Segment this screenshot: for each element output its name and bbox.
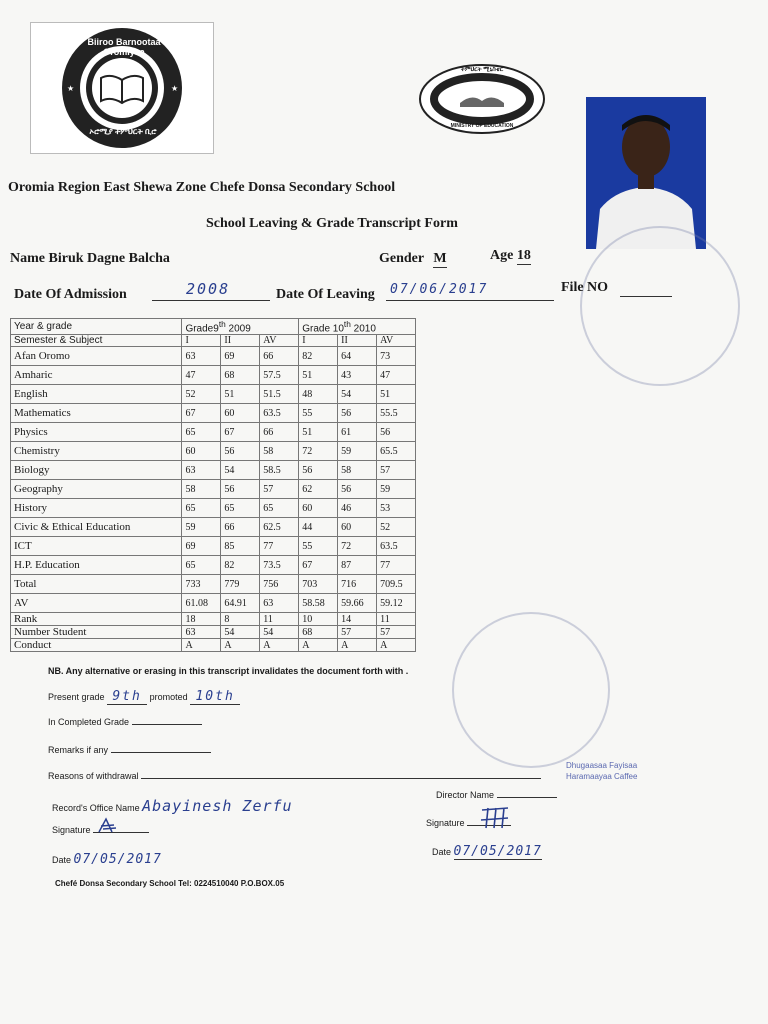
subject-cell: Civic & Ethical Education (11, 518, 182, 537)
grade-cell: A (221, 639, 260, 652)
grade-cell: 63 (182, 461, 221, 480)
leaving-value: 07/06/2017 (390, 282, 489, 297)
grade-cell: 43 (338, 366, 377, 385)
table-row (11, 461, 416, 480)
grade-cell: 48 (299, 385, 338, 404)
grade-cell: 67 (299, 556, 338, 575)
completed-grade-label: In Completed Grade (48, 717, 130, 727)
grade-cell: 53 (377, 499, 416, 518)
age-row (490, 248, 531, 265)
grade-cell: 68 (299, 626, 338, 639)
grade-cell: 66 (260, 347, 299, 366)
leaving-label: Date Of Leaving (276, 287, 375, 302)
grade-cell: A (260, 639, 299, 652)
director-stamp-name: Dhugaasaa Fayisaa (566, 761, 638, 770)
grade10-header: Grade 10th 2010 (299, 319, 416, 335)
sem-header: II (338, 335, 377, 347)
grade-cell: 56 (377, 423, 416, 442)
present-grade-row (48, 689, 240, 705)
grade-cell: 8 (221, 613, 260, 626)
date-right-value: 07/05/2017 (453, 844, 542, 859)
name-value: Biruk Dagne Balcha (48, 251, 170, 266)
signature-left-label: Signature (52, 825, 91, 835)
remarks-row (48, 745, 211, 755)
signature-right-mark (478, 802, 512, 832)
grade-cell: 55.5 (377, 404, 416, 423)
admission-value: 2008 (186, 280, 231, 298)
grade-cell: 82 (299, 347, 338, 366)
grade-cell: 65 (182, 556, 221, 575)
records-office-row (52, 797, 293, 815)
school-stamp-photo (580, 226, 740, 386)
completed-grade-row (48, 717, 202, 727)
withdrawal-label: Reasons of withdrawal (48, 771, 139, 781)
sem-header: II (221, 335, 260, 347)
subject-cell: Chemistry (11, 442, 182, 461)
table-header-semester (11, 335, 416, 347)
subject-cell: Amharic (11, 366, 182, 385)
moe-logo-top-text: ትምህርት ሚኒስቴር (460, 67, 504, 73)
grade-cell: 59 (377, 480, 416, 499)
grade-cell: 72 (338, 537, 377, 556)
grade-cell: 61.08 (182, 594, 221, 613)
grade-cell: 709.5 (377, 575, 416, 594)
table-row (11, 423, 416, 442)
grade-cell: 54 (260, 626, 299, 639)
table-row (11, 613, 416, 626)
year-grade-label: Year & grade (11, 319, 182, 335)
table-row (11, 537, 416, 556)
grade-cell: 60 (182, 442, 221, 461)
subject-cell: Afan Oromo (11, 347, 182, 366)
grade-cell: 57.5 (260, 366, 299, 385)
semester-subject-label: Semester & Subject (11, 335, 182, 347)
grade-cell: 63 (182, 626, 221, 639)
grade-cell: 62.5 (260, 518, 299, 537)
remarks-line (111, 752, 211, 753)
grade-cell: 59.66 (338, 594, 377, 613)
director-stamp-sub: Haramaayaa Caffee (566, 772, 638, 781)
present-grade-value: 9th (107, 689, 147, 705)
subject-cell: H.P. Education (11, 556, 182, 575)
grade-cell: 68 (221, 366, 260, 385)
subject-cell: Biology (11, 461, 182, 480)
name-label: Name (10, 251, 45, 266)
grade-table (10, 318, 416, 652)
grade-cell: 57 (377, 626, 416, 639)
grade-cell: 56 (338, 404, 377, 423)
moe-logo-bottom-text: MINISTRY OF EDUCATION (450, 123, 514, 129)
table-row (11, 594, 416, 613)
grade-cell: A (338, 639, 377, 652)
grade-cell: 716 (338, 575, 377, 594)
grade-cell: 62 (299, 480, 338, 499)
grade-cell: 73 (377, 347, 416, 366)
grade-cell: 82 (221, 556, 260, 575)
table-row (11, 385, 416, 404)
table-row (11, 480, 416, 499)
table-row (11, 626, 416, 639)
grade-cell: 63 (260, 594, 299, 613)
sem-header: I (182, 335, 221, 347)
table-row (11, 366, 416, 385)
grade-cell: 65 (182, 423, 221, 442)
sem-header: I (299, 335, 338, 347)
grade-cell: 56 (299, 461, 338, 480)
grade-cell: 54 (338, 385, 377, 404)
grade-cell: 65 (182, 499, 221, 518)
grade-cell: 52 (377, 518, 416, 537)
grade-cell: 58.58 (299, 594, 338, 613)
gender-value: M (433, 251, 447, 266)
grade-cell: 55 (299, 404, 338, 423)
grade-cell: 57 (338, 626, 377, 639)
subject-cell: Total (11, 575, 182, 594)
grade-cell: 46 (338, 499, 377, 518)
grade-cell: 85 (221, 537, 260, 556)
grade-cell: 77 (377, 556, 416, 575)
table-header-year (11, 319, 416, 335)
present-grade-label: Present grade (48, 692, 105, 702)
signature-left-mark (96, 816, 122, 836)
withdrawal-line (141, 778, 541, 779)
director-name-label: Director Name (436, 790, 495, 800)
logo-ring-bottom-text: ኦሮሚያ ትምህርት ቢሮ (89, 127, 157, 136)
admission-line (152, 282, 270, 301)
grade-cell: 64.91 (221, 594, 260, 613)
grade-cell: 58 (260, 442, 299, 461)
file-no-line (620, 280, 672, 297)
table-row (11, 575, 416, 594)
subject-cell: AV (11, 594, 182, 613)
leaving-line (386, 282, 554, 301)
promoted-label: promoted (149, 692, 188, 702)
ministry-of-education-logo (418, 63, 546, 135)
table-row (11, 639, 416, 652)
age-label: Age (490, 248, 514, 263)
table-row (11, 442, 416, 461)
school-stamp-center (452, 612, 610, 768)
subject-cell: Conduct (11, 639, 182, 652)
age-value: 18 (516, 248, 531, 263)
grade-cell: 56 (338, 480, 377, 499)
subject-cell: ICT (11, 537, 182, 556)
name-row (10, 251, 170, 267)
grade-cell: 51.5 (260, 385, 299, 404)
grade-cell: 756 (260, 575, 299, 594)
grade-cell: 51 (299, 423, 338, 442)
grade-cell: 57 (377, 461, 416, 480)
gender-label: Gender (379, 251, 424, 266)
grade-cell: 44 (299, 518, 338, 537)
date-left-row (52, 852, 162, 867)
grade-cell: 67 (221, 423, 260, 442)
remarks-label: Remarks if any (48, 745, 109, 755)
table-row (11, 404, 416, 423)
grade-cell: 51 (377, 385, 416, 404)
oromia-bureau-logo (30, 22, 214, 154)
grade-cell: 63.5 (377, 537, 416, 556)
grade-cell: 14 (338, 613, 377, 626)
grade-cell: 69 (182, 537, 221, 556)
grade-cell: 63.5 (260, 404, 299, 423)
grade-cell: A (299, 639, 338, 652)
grade-cell: 779 (221, 575, 260, 594)
gender-row (379, 251, 447, 268)
grade-cell: 58 (338, 461, 377, 480)
sem-header: AV (377, 335, 416, 347)
grade-cell: 65 (260, 499, 299, 518)
logo-ring-top-text: Biiroo Barnootaa Oromiyaa (87, 37, 161, 57)
grade-cell: 51 (299, 366, 338, 385)
date-right-label: Date (432, 847, 452, 857)
date-left-value: 07/05/2017 (73, 852, 162, 867)
grade-cell: 63 (182, 347, 221, 366)
records-office-label: Record's Office Name (52, 803, 140, 813)
grade-cell: 47 (182, 366, 221, 385)
table-row (11, 556, 416, 575)
grade-cell: A (182, 639, 221, 652)
grade-cell: 703 (299, 575, 338, 594)
grade-cell: 59 (182, 518, 221, 537)
grade-cell: 73.5 (260, 556, 299, 575)
grade-cell: A (377, 639, 416, 652)
grade-cell: 87 (338, 556, 377, 575)
grade-cell: 69 (221, 347, 260, 366)
grade-cell: 56 (221, 442, 260, 461)
signature-right-label: Signature (426, 818, 465, 828)
grade-cell: 60 (338, 518, 377, 537)
grade-cell: 66 (221, 518, 260, 537)
grade-cell: 55 (299, 537, 338, 556)
subject-cell: Mathematics (11, 404, 182, 423)
grade-cell: 67 (182, 404, 221, 423)
grade-cell: 56 (221, 480, 260, 499)
subject-cell: Number Student (11, 626, 182, 639)
director-name-line (497, 797, 557, 798)
grade-cell: 58.5 (260, 461, 299, 480)
grade-cell: 72 (299, 442, 338, 461)
grade-cell: 10 (299, 613, 338, 626)
grade-cell: 59.12 (377, 594, 416, 613)
svg-text:★: ★ (171, 84, 179, 93)
grade-cell: 54 (221, 626, 260, 639)
grade-cell: 66 (260, 423, 299, 442)
grade-cell: 733 (182, 575, 221, 594)
withdrawal-row (48, 771, 541, 781)
director-stamp (566, 760, 686, 782)
director-name-row (436, 790, 557, 800)
table-row (11, 499, 416, 518)
grade-cell: 60 (221, 404, 260, 423)
file-no-label: File NO (561, 280, 609, 295)
grade-cell: 77 (260, 537, 299, 556)
grade-cell: 64 (338, 347, 377, 366)
grade-cell: 58 (182, 480, 221, 499)
grade9-header: Grade9th 2009 (182, 319, 299, 335)
grade-cell: 11 (260, 613, 299, 626)
promoted-value: 10th (190, 689, 240, 705)
header-line-1: Oromia Region East Shewa Zone Chefe Donsa Secondary School (8, 180, 396, 195)
grade-cell: 54 (221, 461, 260, 480)
grade-cell: 18 (182, 613, 221, 626)
sem-header: AV (260, 335, 299, 347)
school-contact: Chefé Donsa Secondary School Tel: 0224510040 P.O.BOX.05 (55, 879, 285, 888)
completed-grade-line (132, 724, 202, 725)
grade-cell: 60 (299, 499, 338, 518)
records-office-value: Abayinesh Zerfu (142, 797, 293, 815)
table-row (11, 518, 416, 537)
grade-cell: 57 (260, 480, 299, 499)
subject-cell: English (11, 385, 182, 404)
grade-cell: 65 (221, 499, 260, 518)
grade-cell: 61 (338, 423, 377, 442)
nb-note: NB. Any alternative or erasing in this transcript invalidates the document forth with . (48, 666, 409, 676)
grade-cell: 47 (377, 366, 416, 385)
grade-cell: 52 (182, 385, 221, 404)
subject-cell: Rank (11, 613, 182, 626)
svg-text:★: ★ (67, 84, 75, 93)
subject-cell: Physics (11, 423, 182, 442)
grade-cell: 51 (221, 385, 260, 404)
date-left-label: Date (52, 855, 72, 865)
grade-cell: 59 (338, 442, 377, 461)
admission-label: Date Of Admission (14, 287, 127, 302)
subject-cell: Geography (11, 480, 182, 499)
table-row (11, 347, 416, 366)
header-line-2: School Leaving & Grade Transcript Form (206, 216, 458, 231)
grade-cell: 11 (377, 613, 416, 626)
grade-cell: 65.5 (377, 442, 416, 461)
subject-cell: History (11, 499, 182, 518)
date-right-row (432, 844, 542, 860)
